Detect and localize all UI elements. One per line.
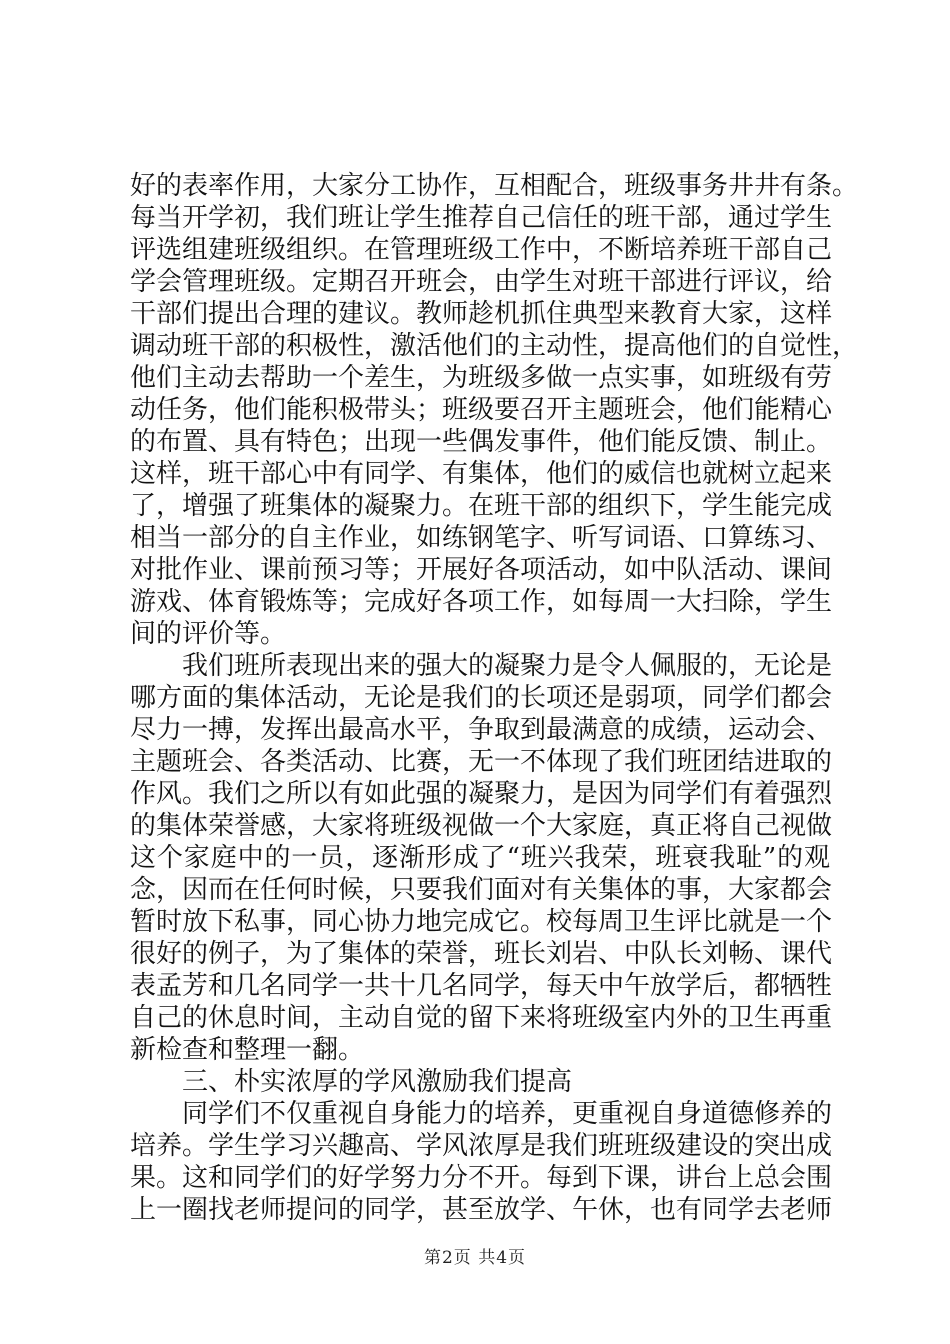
text-line: 干部们提出合理的建议。教师趁机抓住典型来教育大家，这样 bbox=[130, 299, 833, 329]
text-line: 我们班所表现出来的强大的凝聚力是令人佩服的，无论是 bbox=[182, 651, 833, 681]
text-line: 相当一部分的自主作业，如练钢笔字、听写词语、口算练习、 bbox=[130, 523, 833, 553]
text-line: 他们主动去帮助一个差生，为班级多做一点实事，如班级有劳 bbox=[130, 363, 833, 393]
text-line: 哪方面的集体活动，无论是我们的长项还是弱项，同学们都会 bbox=[130, 683, 833, 713]
text-line: 果。这和同学们的好学努力分不开。每到下课，讲台上总会围 bbox=[130, 1163, 833, 1193]
text-line: 尽力一搏，发挥出最高水平，争取到最满意的成绩，运动会、 bbox=[130, 715, 833, 745]
text-line: 的集体荣誉感，大家将班级视做一个大家庭，真正将自己视做 bbox=[130, 811, 833, 841]
text-line: 了，增强了班集体的凝聚力。在班干部的组织下，学生能完成 bbox=[130, 491, 833, 521]
text-line: 动任务，他们能积极带头；班级要召开主题班会，他们能精心 bbox=[130, 395, 833, 425]
text-line: 很好的例子，为了集体的荣誉，班长刘岩、中队长刘畅、课代 bbox=[130, 939, 833, 969]
text-line: 上一圈找老师提问的同学，甚至放学、午休，也有同学去老师 bbox=[130, 1195, 833, 1225]
text-line: 好的表率作用，大家分工协作，互相配合，班级事务井井有条。 bbox=[130, 171, 859, 201]
text-line: 对批作业、课前预习等；开展好各项活动，如中队活动、课间 bbox=[130, 555, 833, 585]
text-line: 游戏、体育锻炼等；完成好各项工作，如每周一大扫除，学生 bbox=[130, 587, 833, 617]
text-line: 这样，班干部心中有同学、有集体，他们的威信也就树立起来 bbox=[130, 459, 833, 489]
text-line: 作风。我们之所以有如此强的凝聚力，是因为同学们有着强烈 bbox=[130, 779, 833, 809]
body-text bbox=[130, 170, 859, 1226]
text-line: 暂时放下私事，同心协力地完成它。校每周卫生评比就是一个 bbox=[130, 907, 833, 937]
text-line: 自己的休息时间，主动自觉的留下来将班级室内外的卫生再重 bbox=[130, 1003, 833, 1033]
text-line: 间的评价等。 bbox=[130, 619, 287, 649]
section-heading: 三、朴实浓厚的学风激励我们提高 bbox=[182, 1067, 573, 1097]
text-line: 的布置、具有特色；出现一些偶发事件，他们能反馈、制止。 bbox=[130, 427, 833, 457]
text-line: 表孟芳和几名同学一共十几名同学，每天中午放学后，都牺牲 bbox=[130, 971, 833, 1001]
page-number-footer: 第2页 共4页 bbox=[423, 1248, 527, 1268]
text-line: 新检查和整理一翻。 bbox=[130, 1035, 365, 1065]
text-line: 培养。学生学习兴趣高、学风浓厚是我们班班级建设的突出成 bbox=[130, 1131, 833, 1161]
text-line: 学会管理班级。定期召开班会，由学生对班干部进行评议，给 bbox=[130, 267, 833, 297]
text-line: 调动班干部的积极性，激活他们的主动性，提高他们的自觉性， bbox=[130, 331, 859, 361]
text-line: 每当开学初，我们班让学生推荐自己信任的班干部，通过学生 bbox=[130, 203, 833, 233]
text-line: 主题班会、各类活动、比赛，无一不体现了我们班团结进取的 bbox=[130, 747, 833, 777]
text-line: 同学们不仅重视自身能力的培养，更重视自身道德修养的 bbox=[182, 1099, 833, 1129]
text-line: 这个家庭中的一员，逐渐形成了“班兴我荣，班衰我耻”的观 bbox=[130, 843, 830, 873]
text-line: 念，因而在任何时候，只要我们面对有关集体的事，大家都会 bbox=[130, 875, 833, 905]
text-line: 评选组建班级组织。在管理班级工作中，不断培养班干部自己 bbox=[130, 235, 833, 265]
